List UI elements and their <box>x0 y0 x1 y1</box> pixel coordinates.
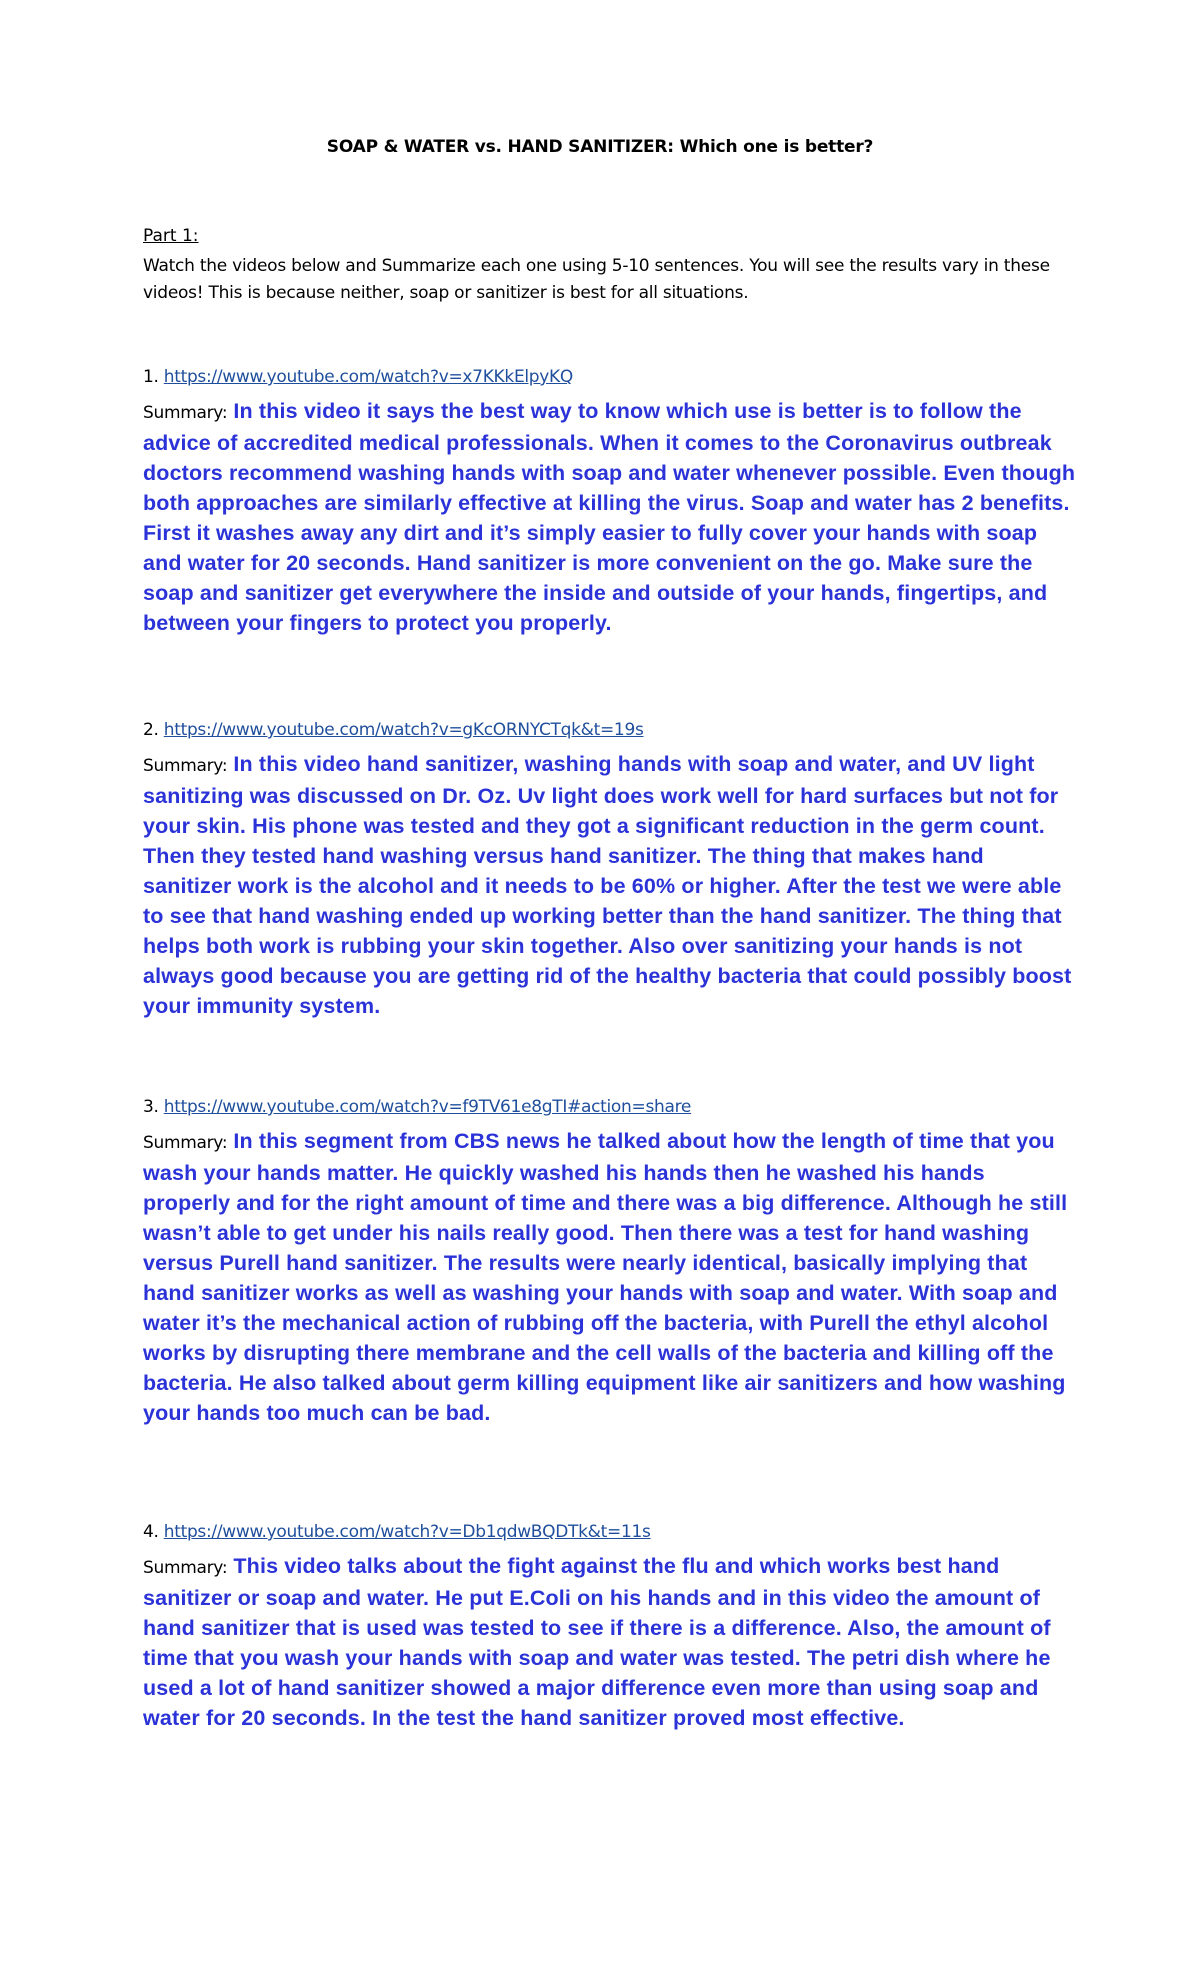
summary-text: In this video it says the best way to know which use is better is to follow the advice of accredited medical professionals. When it comes to the Coronavirus outbreak doctors recommend washing hands with soap and water whenever possible. Even though both approaches are similarly effective at killing the virus. Soap and water has 2 benefits. First it washes away any dirt and it’s simply easier to fully cover your hands with soap and water for 20 seconds. Hand sanitizer is more convenient on the go. Make sure the soap and sanitizer get everywhere the inside and outside of your hands, fingertips, and between your fingers to protect you properly. <box>143 399 1076 635</box>
instructions-text: Watch the videos below and Summarize each one using 5-10 sentences. You will see the results vary in these videos! This is because neither, soap or sanitizer is best for all situations. <box>143 256 1050 303</box>
document-title: SOAP & WATER vs. HAND SANITIZER: Which one is better? <box>326 137 874 157</box>
video-link[interactable]: https://www.youtube.com/watch?v=gKcORNYCTqk&t=19s <box>163 720 644 740</box>
entry-number: 1. <box>143 367 159 387</box>
part-label: Part 1: <box>143 226 199 246</box>
video-entry-2 <box>143 719 1078 1021</box>
video-link[interactable]: https://www.youtube.com/watch?v=f9TV61e8gTI#action=share <box>163 1097 692 1117</box>
entry-link-line <box>143 366 1078 388</box>
entry-link-line <box>143 1521 1078 1543</box>
summary-text: In this segment from CBS news he talked about how the length of time that you wash your hands matter. He quickly washed his hands then he washed his hands properly and for the right amount of time and there was a big difference. Although he still wasn’t able to get under his nails really good. Then there was a test for hand washing versus Purell hand sanitizer. The results were nearly identical, basically implying that hand sanitizer works as well as washing your hands with soap and water. With soap and water it’s the mechanical action of rubbing off the bacteria, with Purell the ethyl alcohol works by disrupting there membrane and the cell walls of the bacteria and killing off the bacteria. He also talked about germ killing equipment like air sanitizers and how washing your hands too much can be bad. <box>143 1129 1068 1425</box>
video-entry-3 <box>143 1096 1078 1428</box>
entry-number: 3. <box>143 1097 159 1117</box>
entry-summary <box>143 396 1078 638</box>
entry-link-line <box>143 1096 1078 1118</box>
entry-summary <box>143 1551 1078 1733</box>
entry-number: 2. <box>143 720 159 740</box>
summary-label: Summary: <box>143 1558 228 1578</box>
summary-text: In this video hand sanitizer, washing hands with soap and water, and UV light sanitizing was discussed on Dr. Oz. Uv light does work well for hard surfaces but not for your skin. His phone was tested and they got a significant reduction in the germ count. Then they tested hand washing versus hand sanitizer. The thing that makes hand sanitizer work is the alcohol and it needs to be 60% or higher. After the test we were able to see that hand washing ended up working better than the hand sanitizer. The thing that helps both work is rubbing your skin together. Also over sanitizing your hands is not always good because you are getting rid of the healthy bacteria that could possibly boost your immunity system. <box>143 752 1072 1018</box>
entry-link-line <box>143 719 1078 741</box>
entry-summary <box>143 1126 1078 1428</box>
video-link[interactable]: https://www.youtube.com/watch?v=Db1qdwBQDTk&t=11s <box>163 1522 651 1542</box>
video-link[interactable]: https://www.youtube.com/watch?v=x7KKkElpyKQ <box>163 367 573 387</box>
entry-number: 4. <box>143 1522 159 1542</box>
summary-label: Summary: <box>143 756 228 776</box>
summary-label: Summary: <box>143 1133 228 1153</box>
video-entry-1 <box>143 366 1078 638</box>
summary-label: Summary: <box>143 403 228 423</box>
video-entry-4 <box>143 1521 1078 1733</box>
summary-text: This video talks about the fight against the flu and which works best hand sanitizer or soap and water. He put E.Coli on his hands and in this video the amount of hand sanitizer that is used was tested to see if there is a difference. Also, the amount of time that you wash your hands with soap and water was tested. The petri dish where he used a lot of hand sanitizer showed a major difference even more than using soap and water for 20 seconds. In the test the hand sanitizer proved most effective. <box>143 1554 1051 1730</box>
entry-summary <box>143 749 1078 1021</box>
